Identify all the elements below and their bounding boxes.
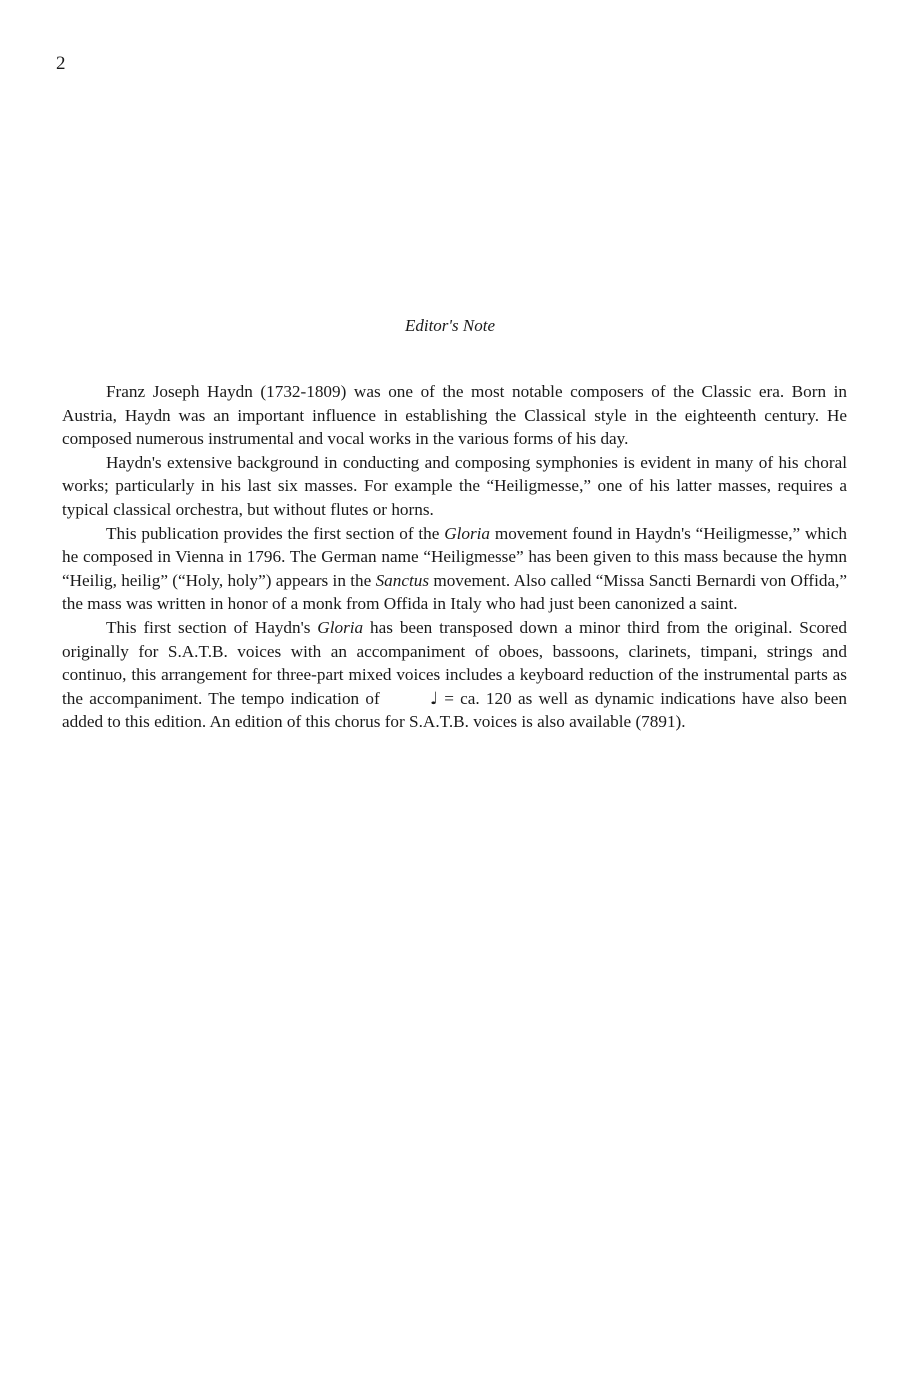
gloria-title: Gloria — [317, 617, 364, 637]
quarter-note-icon: ♩ — [429, 688, 438, 709]
paragraph-2: Haydn's extensive background in conducting and composing symphonies is evident in many of his choral works; particularly in his last six masses. For example the “Heiligmesse,” one of his latter masses, requires a typical classical orchestra, but without flutes or horns. — [62, 452, 847, 519]
editors-note-body — [62, 380, 847, 734]
sanctus-title: Sanctus — [375, 570, 430, 590]
editors-note-title: Editor's Note — [404, 316, 496, 335]
gloria-title: Gloria — [444, 523, 491, 543]
paragraph-3-part-b: movement found in Haydn's “Heiligmesse,” which he composed in Vienna in 1796. The German name “Heiligmesse” has been given to this mass because the hymn “Heilig, heilig” (“Holy, holy”) appears in the — [62, 523, 847, 590]
paragraph-3-part-c: movement. Also called “Missa Sancti Bernardi von Offida,” the mass was written in honor of a monk from Offida in Italy who had just been canonized a saint. — [62, 570, 848, 614]
paragraph-4-part-c: = ca. 120 as well as dynamic indications have also been added to this edition. An edition of this chorus for S.A.T.B. voices is also available (7891). — [62, 688, 847, 732]
paragraph-1: Franz Joseph Haydn (1732-1809) was one of the most notable composers of the Classic era. Born in Austria, Haydn was an important influence in establishing the Classical style in the eighteenth century. He composed numerous instrumental and vocal works in the various forms of his day. — [62, 382, 847, 449]
paragraph-4 — [62, 616, 847, 734]
page-number: 2 — [56, 53, 66, 74]
paragraph-4-part-a: This first section of Haydn's — [106, 617, 318, 637]
paragraph-4-part-b: has been transposed down a minor third from the original. Scored originally for S.A.T.B. voices with an accompaniment of oboes, bassoons, clarinets, timpani, strings and continuo, this arrangement for three-part mixed voices includes a keyboard reduction of the instrumental parts as the accompaniment. The tempo indication of — [62, 617, 847, 708]
paragraph-3-part-a: This publication provides the first section of the — [106, 523, 445, 543]
paragraph-3 — [62, 522, 847, 616]
